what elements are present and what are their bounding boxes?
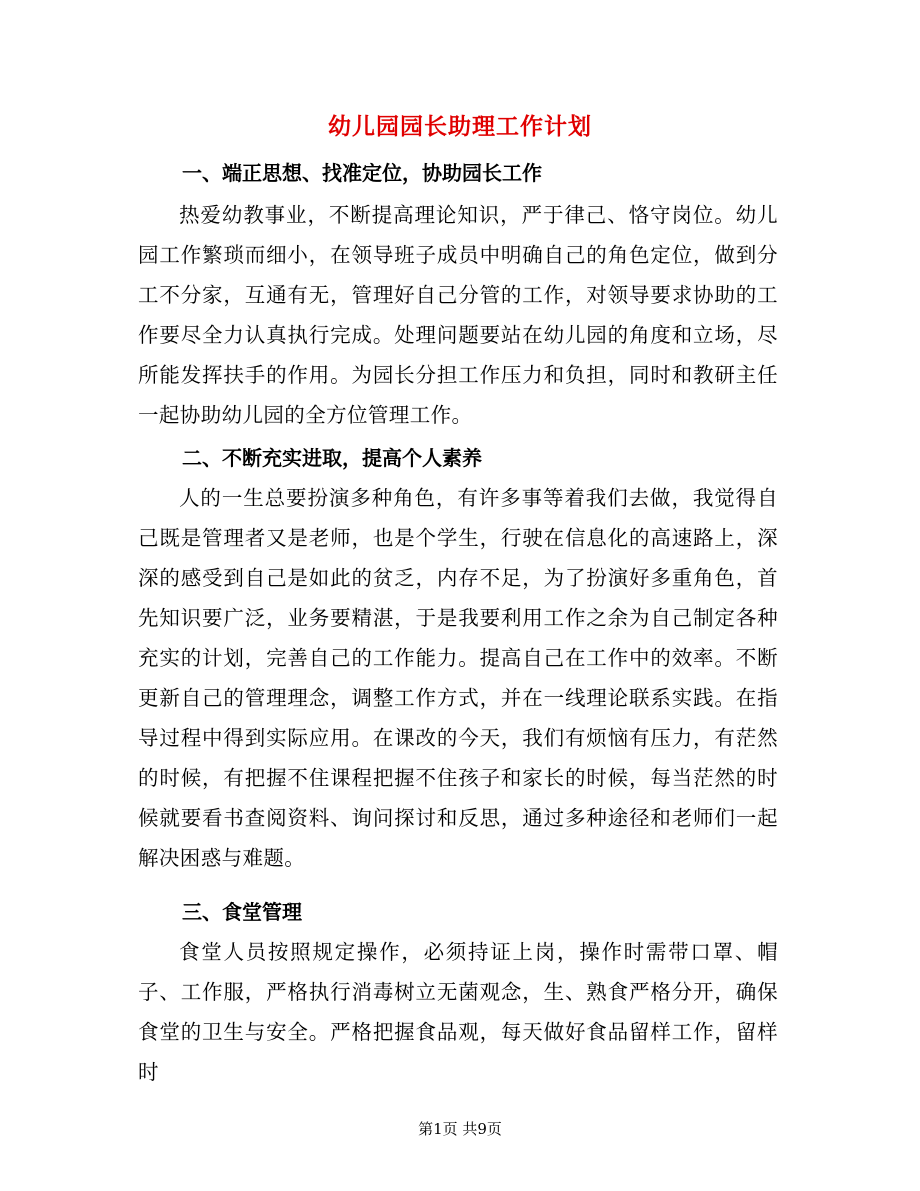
section-heading-1: 一、端正思想、找准定位，协助园长工作 — [182, 161, 542, 185]
page-number-footer: 第1页 共9页 — [418, 1120, 502, 1138]
section-body-2: 人的一生总要扮演多种角色，有许多事等着我们去做，我觉得自己既是管理者又是老师，也是个学生，行驶在信息化的高速路上，深深的感受到自己是如此的贫乏，内存不足，为了扮演好多重角色，首先知识要广泛，业务要精湛，于是我要利用工作之余为自己制定各种充实的计划，完善自己的工作能力。提高自己在工作中的效率。不断更新自己的管理理念，调整工作方式，并在一线理论联系实践。在指导过程中得到实际应用。在课改的今天，我们有烦恼有压力，有茫然的时候，有把握不住课程把握不住孩子和家长的时候，每当茫然的时候就要看书查阅资料、询问探讨和反思，通过多种途径和老师们一起解决困惑与难题。 — [138, 486, 778, 870]
section-body-1: 热爱幼教事业，不断提高理论知识，严于律己、恪守岗位。幼儿园工作繁琐而细小，在领导班子成员中明确自己的角色定位，做到分工不分家，互通有无，管理好自己分管的工作，对领导要求协助的工作要尽全力认真执行完成。处理问题要站在幼儿园的角度和立场，尽所能发挥扶手的作用。为园长分担工作压力和负担，同时和教研主任一起协助幼儿园的全方位管理工作。 — [138, 203, 778, 427]
section-heading-2: 二、不断充实进取，提高个人素养 — [182, 446, 482, 470]
section-body-3: 食堂人员按照规定操作，必须持证上岗，操作时需带口罩、帽子、工作服，严格执行消毒树立无菌观念，生、熟食严格分开，确保食堂的卫生与安全。严格把握食品观，每天做好食品留样工作，留样时 — [138, 940, 778, 1084]
document-title: 幼儿园园长助理工作计划 — [328, 113, 592, 140]
section-heading-3: 三、食堂管理 — [182, 900, 302, 924]
